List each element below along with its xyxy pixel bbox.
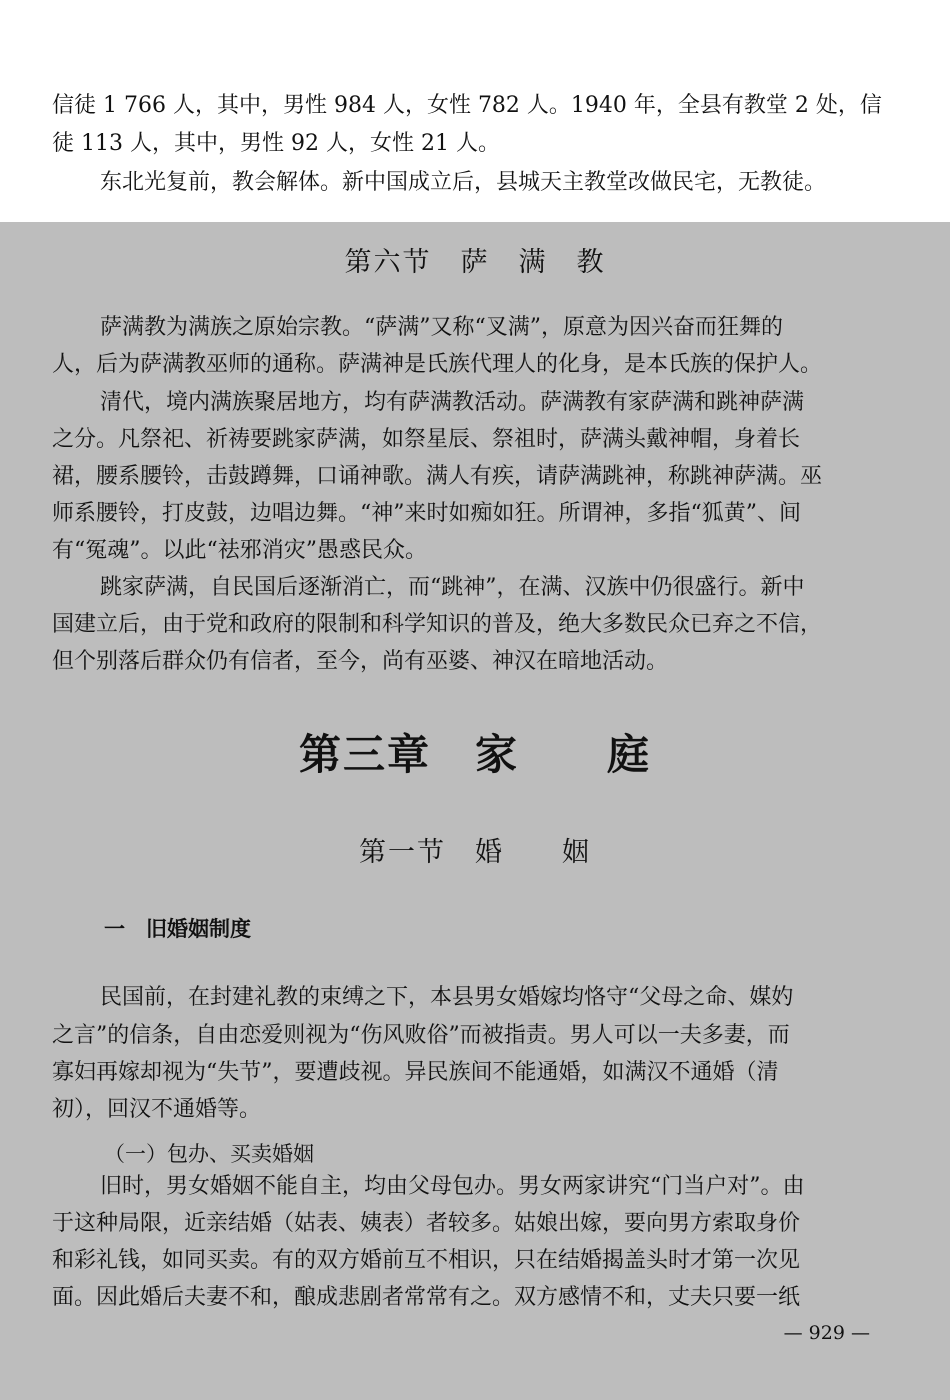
text-line: 面。因此婚后夫妻不和，酿成悲剧者常常有之。双方感情不和，丈夫只要一纸 [52,1285,801,1310]
text-line: 民国前，在封建礼教的束缚之下，本县男女婚嫁均恪守“父母之命、媒妁 [100,985,794,1010]
text-line: 裙，腰系腰铃，击鼓蹲舞，口诵神歌。满人有疾，请萨满跳神，称跳神萨满。巫 [52,464,823,489]
text-line: 有“冤魂”。以此“祛邪消灾”愚惑民众。 [52,538,427,563]
chapter-title-family: 第三章 家 庭 [298,730,651,779]
text-line: 师系腰铃，打皮鼓，边唱边舞。“神”来时如痴如狂。所谓神，多指“狐黄”、间 [52,501,801,526]
text-line: 于这种局限，近亲结婚（姑表、姨表）者较多。姑娘出嫁，要向男方索取身价 [52,1211,801,1236]
section-title-marriage: 第一节 婚 姻 [359,837,591,868]
text-line: 跳家萨满，自民国后逐渐消亡，而“跳神”，在满、汉族中仍很盛行。新中 [100,575,805,600]
text-line: 初），回汉不通婚等。 [52,1097,262,1122]
text-line: 之言”的信条，自由恋爱则视为“伤风败俗”而被指责。男人可以一夫多妻，而 [52,1023,790,1048]
text-line: 人，后为萨满教巫师的通称。萨满神是氏族代理人的化身，是本氏族的保护人。 [52,352,823,377]
text-line: 国建立后，由于党和政府的限制和科学知识的普及，绝大多数民众已弃之不信， [52,612,823,637]
text-line: 徒 113 人，其中，男性 92 人，女性 21 人。 [52,131,500,156]
text-line: 萨满教为满族之原始宗教。“萨满”又称“叉满”，原意为因兴奋而狂舞的 [100,315,783,340]
page-number: — 929 — [783,1322,870,1344]
text-line: 之分。凡祭祀、祈祷要跳家萨满，如祭星辰、祭祖时，萨满头戴神帽，身着长 [52,427,801,452]
text-line: 信徒 1 766 人，其中，男性 984 人，女性 782 人。1940 年，全县有教堂 2 处，信 [52,93,882,118]
text-line: 但个别落后群众仍有信者，至今，尚有巫婆、神汉在暗地活动。 [52,649,669,674]
text-line: 和彩礼钱，如同买卖。有的双方婚前互不相识，只在结婚揭盖头时才第一次见 [52,1248,801,1273]
subheading-old-marriage-system: 一 旧婚姻制度 [104,917,251,941]
text-line: 东北光复前，教会解体。新中国成立后，县城天主教堂改做民宅，无教徒。 [100,170,827,195]
subheading-arranged-marriage: （一）包办、买卖婚姻 [104,1142,314,1166]
text-line: 寡妇再嫁却视为“失节”，要遭歧视。异民族间不能通婚，如满汉不通婚（清 [52,1060,779,1085]
text-line: 旧时，男女婚姻不能自主，均由父母包办。男女两家讲究“门当户对”。由 [100,1174,805,1199]
section-title-shamanism: 第六节 萨 满 教 [344,247,606,278]
text-line: 清代，境内满族聚居地方，均有萨满教活动。萨满教有家萨满和跳神萨满 [100,390,805,415]
